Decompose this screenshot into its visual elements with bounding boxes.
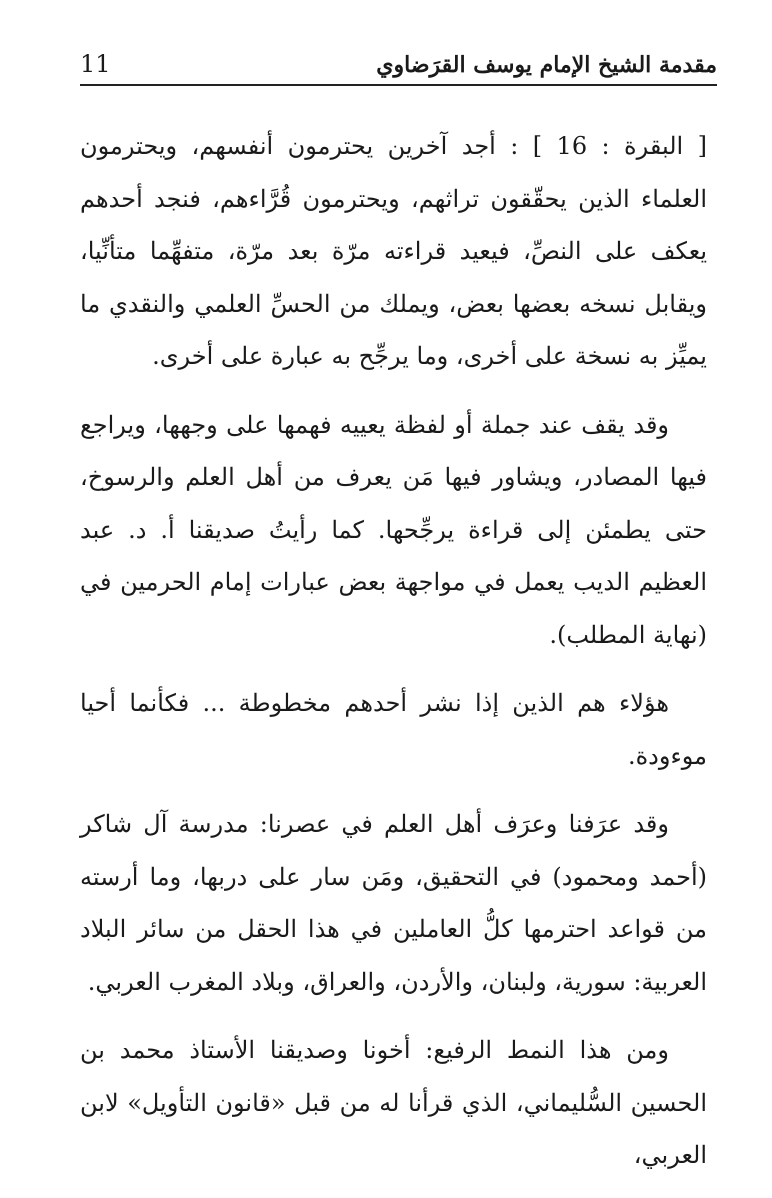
paragraph: وقد يقف عند جملة أو لفظة يعييه فهمها على وجهها، ويراجع فيها المصادر، ويشاور فيها مَن يعرف من أهل العلم والرسوخ، حتى يطمئن إلى قراءة يرجِّحها. كما رأيتُ صديقنا أ. د. عبد العظيم الديب يعمل في مواجهة بعض عبارات إمام الحرمين في (نهاية المطلب).	[80, 410, 707, 649]
body-text	[80, 120, 707, 1198]
running-title: مقدمة الشيخ الإمام يوسف القرَضاوي	[376, 52, 717, 78]
paragraph: ومن هذا النمط الرفيع: أخونا وصديقنا الأستاذ محمد بن الحسين السُّليماني، الذي قرأنا له من قبل «قانون التأويل» لابن العربي،	[80, 1036, 707, 1169]
page-header	[80, 44, 717, 86]
paragraph: هؤلاء هم الذين إذا نشر أحدهم مخطوطة ... فكأنما أحيا موءودة.	[80, 689, 707, 770]
paragraph: [ البقرة : 16 ] : أجد آخرين يحترمون أنفسهم، ويحترمون العلماء الذين يحقّقون تراثهم، ويحترمون قُرَّاءهم، فنجد أحدهم يعكف على النصِّ، فيعيد قراءته مرّة بعد مرّة، متفهِّما متأنِّيا، ويقابل نسخه بعضها بعض، ويملك من الحسِّ العلمي والنقدي ما يميِّز به نسخة على أخرى، وما يرجِّح به عبارة على أخرى.	[80, 132, 707, 370]
page-number: 11	[80, 50, 111, 78]
paragraph: وقد عرَفنا وعرَف أهل العلم في عصرنا: مدرسة آل شاكر (أحمد ومحمود) في التحقيق، ومَن سار على دربها، وما أرسته من قواعد احترمها كلُّ العاملين في هذا الحقل من سائر البلاد العربية: سورية، ولبنان، والأردن، والعراق، وبلاد المغرب العربي.	[80, 810, 707, 996]
